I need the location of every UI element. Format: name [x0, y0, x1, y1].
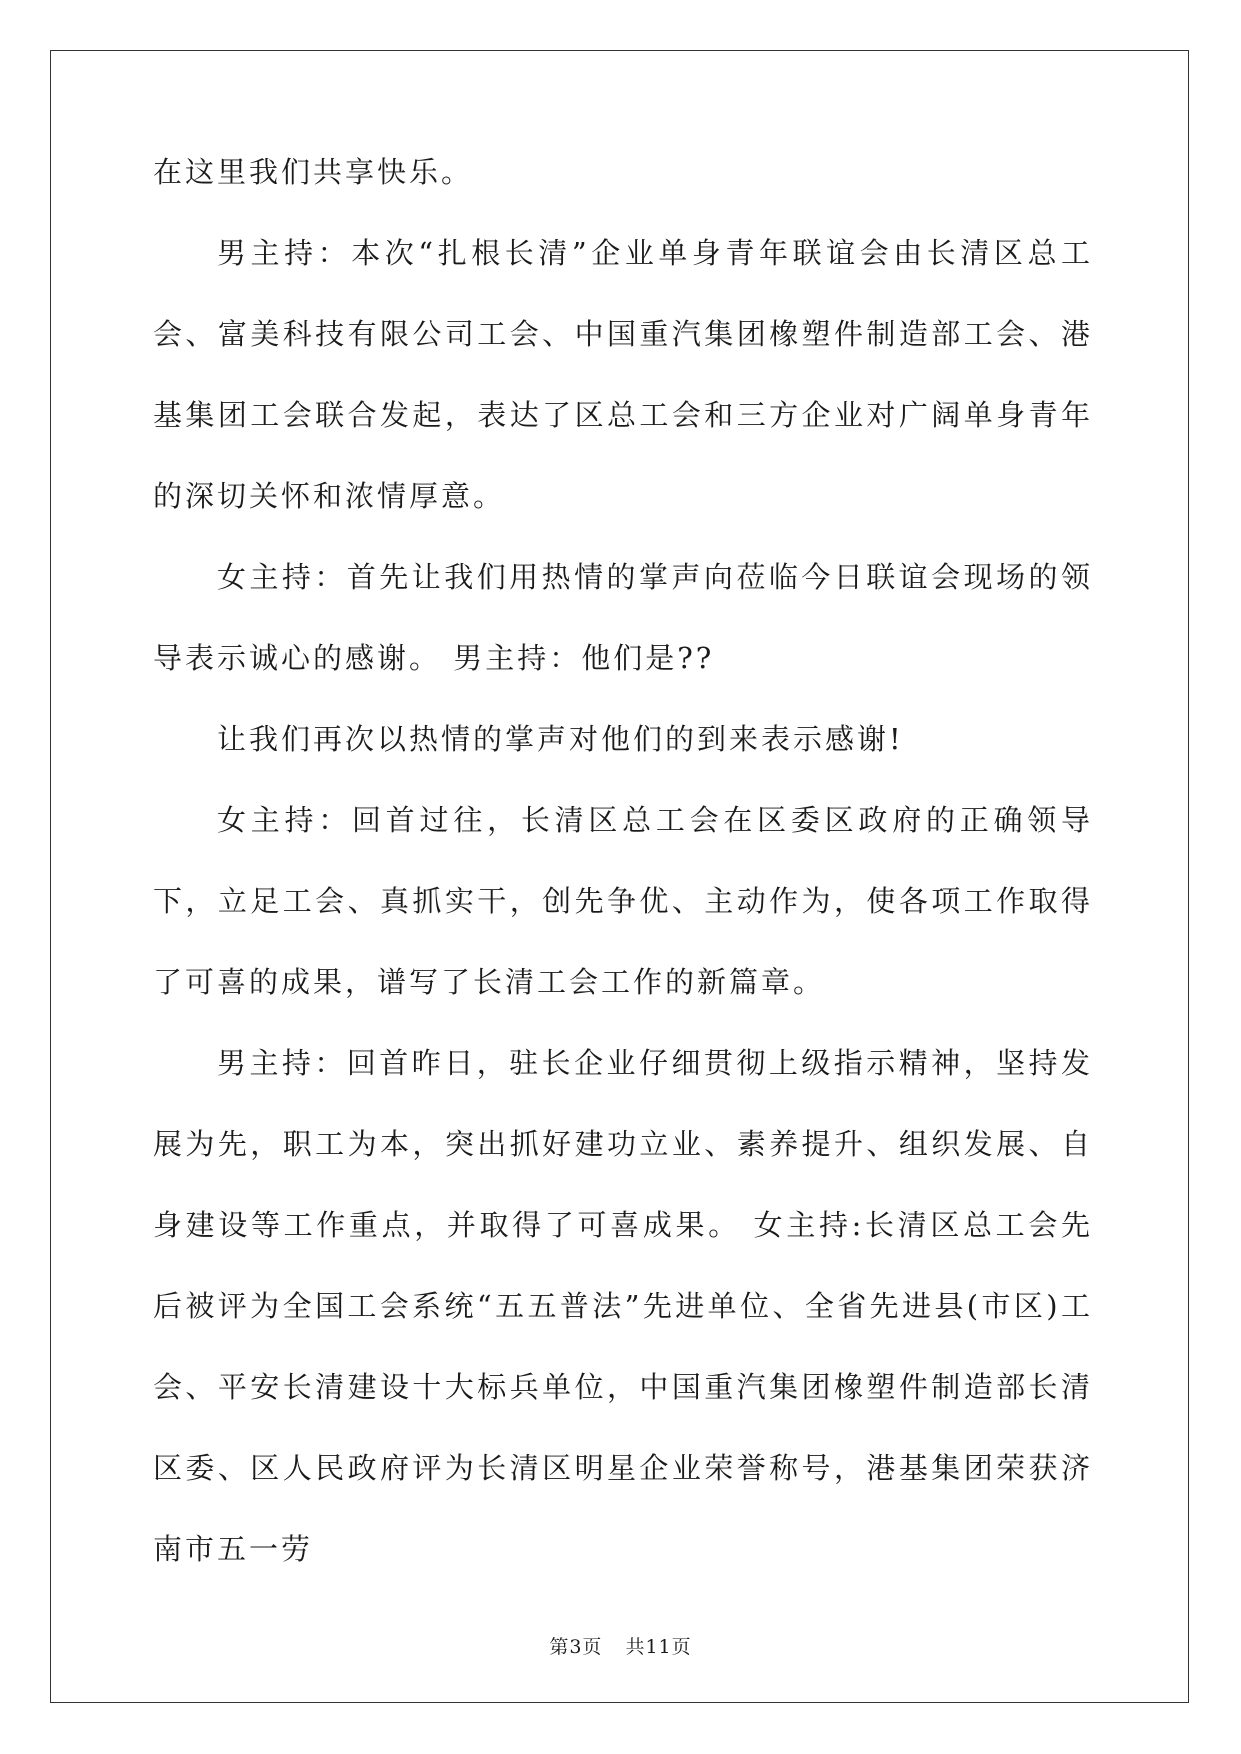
paragraph-2: 男主持：本次“扎根长清”企业单身青年联谊会由长清区总工会、富美科技有限公司工会、中国重汽集团橡塑件制造部工会、港基集团工会联合发起，表达了区总工会和三方企业对广阔单身青年的深切关怀和浓情厚意。 [153, 236, 1093, 513]
paragraph-5: 女主持：回首过往，长清区总工会在区委区政府的正确领导下，立足工会、真抓实干，创先争优、主动作为，使各项工作取得了可喜的成果，谱写了长清工会工作的新篇章。 [153, 803, 1093, 999]
page-footer [0, 1632, 1241, 1659]
paragraph-4: 让我们再次以热情的掌声对他们的到来表示感谢! [217, 722, 904, 756]
paragraph-1: 在这里我们共享快乐。 [153, 155, 474, 189]
document-body [153, 132, 1093, 1590]
paragraph-3: 女主持：首先让我们用热情的掌声向莅临今日联谊会现场的领导表示诚心的感谢。 男主持：他们是?? [153, 560, 1093, 675]
paragraph-6: 男主持：回首昨日，驻长企业仔细贯彻上级指示精神，坚持发展为先，职工为本，突出抓好建功立业、素养提升、组织发展、自身建设等工作重点，并取得了可喜成果。 女主持:长清区总工会先后被评为全国工会系统“五五普法”先进单位、全省先进县(市区)工会、平安长清建设十大标兵单位，中国重汽集团橡塑件制造部长清区委、区人民政府评为长清区明星企业荣誉称号，港基集团荣获济南市五一劳 [153, 1046, 1093, 1566]
page-number: 第3页 [549, 1636, 603, 1658]
page-total: 共11页 [625, 1636, 692, 1658]
